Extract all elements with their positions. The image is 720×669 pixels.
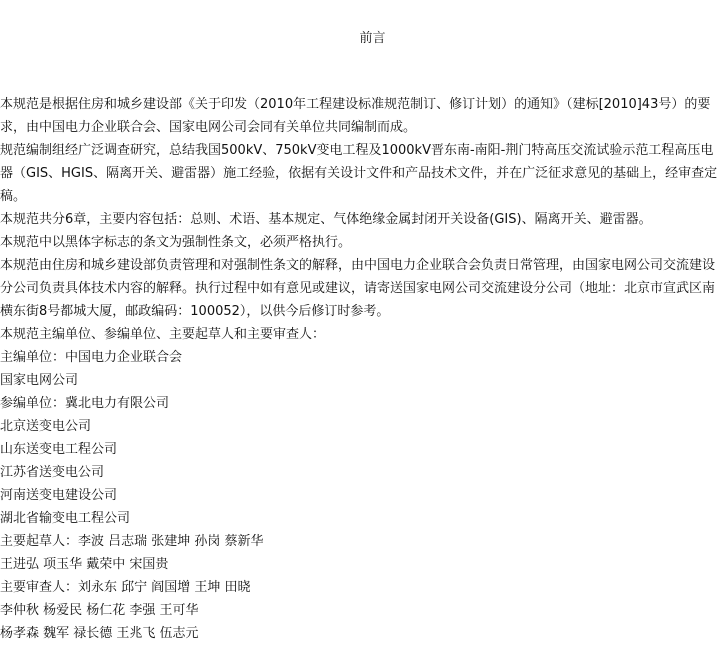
participating-unit-5: 河南送变电建设公司	[0, 488, 118, 503]
main-drafters: 主要起草人：李波 吕志瑞 张建坤 孙岗 蔡新华	[0, 534, 264, 549]
main-reviewers-2: 李仲秋 杨爱民 杨仁花 李强 王可华	[0, 603, 199, 618]
main-reviewers-3: 杨孝森 魏军 禄长德 王兆飞 伍志元	[0, 626, 199, 641]
main-reviewers: 主要审查人：刘永东 邱宁 阎国增 王坤 田晓	[0, 580, 251, 595]
page-title: 前言	[359, 31, 386, 46]
document-body	[0, 93, 718, 645]
paragraph-mandatory: 本规范中以黑体字标志的条文为强制性条文，必须严格执行。	[0, 235, 352, 250]
participating-unit-6: 湖北省输变电工程公司	[0, 511, 131, 526]
paragraph-basis: 本规范是根据住房和城乡建设部《关于印发（2010年工程建设标准规范制订、修订计划）的通知》（建标[2010]43号）的要求，由中国电力企业联合会、国家电网公司会同有关单位共同编制而成。	[0, 97, 711, 135]
paragraph-management: 本规范由住房和城乡建设部负责管理和对强制性条文的解释，由中国电力企业联合会负责日常管理，由国家电网公司交流建设分公司负责具体技术内容的解释。执行过程中如有意见或建议，请寄送国家电网公司交流建设分公司（地址：北京市宣武区南横东街8号都城大厦，邮政编码：100052），以供今后修订时参考。	[0, 258, 716, 319]
participating-unit-4: 江苏省送变电公司	[0, 465, 105, 480]
participating-unit-2: 北京送变电公司	[0, 419, 92, 434]
main-drafters-2: 王进弘 项玉华 戴荣中 宋国贵	[0, 557, 169, 572]
paragraph-contents: 本规范共分6章，主要内容包括：总则、术语、基本规定、气体绝缘金属封闭开关设备(GIS)、隔离开关、避雷器。	[0, 212, 652, 227]
chief-editor-unit: 主编单位：中国电力企业联合会	[0, 350, 183, 365]
participating-unit-3: 山东送变电工程公司	[0, 442, 118, 457]
paragraph-participants-intro: 本规范主编单位、参编单位、主要起草人和主要审查人：	[0, 327, 326, 342]
chief-editor-unit-2: 国家电网公司	[0, 373, 79, 388]
participating-unit: 参编单位：冀北电力有限公司	[0, 396, 170, 411]
paragraph-compilation: 规范编制组经广泛调查研究，总结我国500kV、750kV变电工程及1000kV晋东南-南阳-荆门特高压交流试验示范工程高压电器（GIS、HGIS、隔离开关、避雷器）施工经验，依据有关设计文件和产品技术文件，并在广泛征求意见的基础上，经审查定稿。	[0, 143, 718, 204]
